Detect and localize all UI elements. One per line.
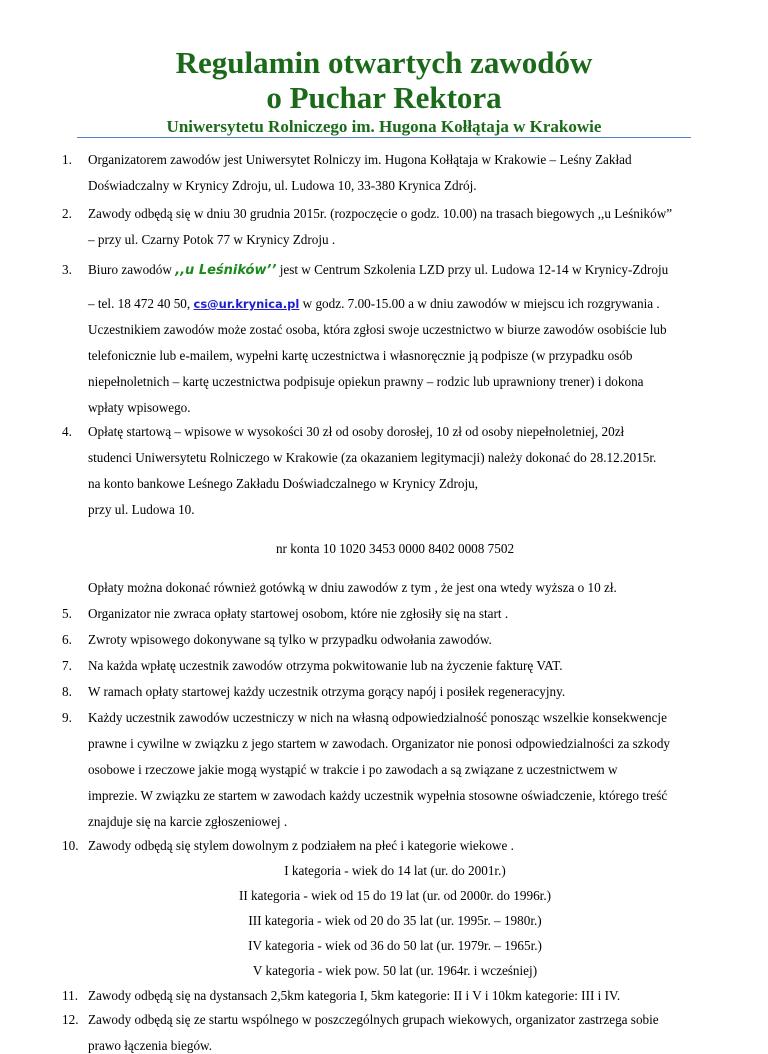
item-text: Opłatę startową – wpisowe w wysokości 30 zł od osoby dorosłej, 10 zł od osoby niepełnoletniej, 20zł bbox=[88, 424, 625, 439]
category-text: II kategoria - wiek od 15 do 19 lat (ur. od 2000r. do 1996r.) bbox=[238, 888, 552, 903]
item-text: osobowe i rzeczowe jakie mogą wystąpić w trakcie i po zawodach a są związane z uczestnictwem w bbox=[88, 762, 618, 777]
item-number: 7. bbox=[62, 658, 72, 673]
header-divider bbox=[77, 137, 691, 138]
item-text: Na każda wpłatę uczestnik zawodów otrzyma pokwitowanie lub na życzenie fakturę VAT. bbox=[88, 658, 563, 673]
item-number: 3. bbox=[62, 262, 72, 277]
item-text: Organizator nie zwraca opłaty startowej osobom, które nie zgłosiły się na start . bbox=[88, 606, 509, 621]
item-text-pre: Biuro zawodów bbox=[88, 262, 176, 277]
page-title-line1: Regulamin otwartych zawodów bbox=[175, 45, 593, 80]
item-text: niepełnoletnich – kartę uczestnictwa podpisuje opiekun prawny – rodzic lub uprawniony trener) i dokona bbox=[88, 374, 644, 389]
item-text: znajduje się na karcie zgłoszeniowej . bbox=[88, 814, 288, 829]
venue-name: ,,u Leśników’’ bbox=[175, 263, 277, 278]
category-text: III kategoria - wiek od 20 do 35 lat (ur. 1995r. – 1980r.) bbox=[248, 913, 542, 928]
page-subtitle: Uniwersytetu Rolniczego im. Hugona Kołłątaja w Krakowie bbox=[166, 117, 602, 136]
item-text: Uczestnikiem zawodów może zostać osoba, która zgłosi swoje uczestnictwo w biurze zawodów osobiście lub bbox=[88, 322, 667, 337]
item-text: W ramach opłaty startowej każdy uczestnik otrzyma gorący napój i posiłek regeneracyjny. bbox=[88, 684, 566, 699]
item-number: 8. bbox=[62, 684, 72, 699]
item-number: 4. bbox=[62, 424, 72, 439]
email-link[interactable]: cs@ur.krynica.pl bbox=[193, 297, 300, 311]
item-text: prawne i cywilne w związku z jego startem w zawodach. Organizator nie ponosi odpowiedzialności za szkody bbox=[88, 736, 671, 751]
item-number: 2. bbox=[62, 206, 72, 221]
hours-text: w godz. 7.00-15.00 a w dniu zawodów w miejscu ich rozgrywania . bbox=[299, 296, 660, 311]
item-text: Zawody odbędą się ze startu wspólnego w poszczególnych grupach wiekowych, organizator zastrzega sobie bbox=[88, 1012, 659, 1027]
item-number: 12. bbox=[62, 1012, 79, 1027]
bank-account: nr konta 10 1020 3453 0000 8402 0008 7502 bbox=[275, 541, 515, 556]
category-text: V kategoria - wiek pow. 50 lat (ur. 1964r. i wcześniej) bbox=[252, 963, 538, 978]
item-text: Zawody odbędą się w dniu 30 grudnia 2015r. (rozpoczęcie o godz. 10.00) na trasach biegowych ,,u Leśników” bbox=[88, 206, 673, 221]
item-text: imprezie. W związku ze startem w zawodach każdy uczestnik wypełnia stosowne oświadczenie, którego treść bbox=[88, 788, 668, 803]
item-text: Każdy uczestnik zawodów uczestniczy w nich na własną odpowiedzialność ponosząc wszelkie konsekwencje bbox=[88, 710, 667, 725]
category-text: I kategoria - wiek do 14 lat (ur. do 2001r.) bbox=[284, 863, 506, 878]
item-text: Organizatorem zawodów jest Uniwersytet Rolniczy im. Hugona Kołłątaja w Krakowie – Leśny Zakład bbox=[88, 152, 632, 167]
item-text: telefonicznie lub e-mailem, wypełni kartę uczestnictwa i własnoręcznie ją podpisze (w przypadku osób bbox=[88, 348, 633, 363]
phone-text: – tel. 18 472 40 50, bbox=[88, 296, 194, 311]
item-text: studenci Uniwersytetu Rolniczego w Krakowie (za okazaniem legitymacji) należy dokonać do 28.12.2015r. bbox=[88, 450, 657, 465]
item-text: wpłaty wpisowego. bbox=[88, 400, 191, 415]
item-text: Zawody odbędą się stylem dowolnym z podziałem na płeć i kategorie wiekowe . bbox=[88, 838, 514, 853]
item-text-post: jest w Centrum Szkolenia LZD przy ul. Ludowa 12-14 w Krynicy-Zdroju bbox=[276, 262, 669, 277]
item-number: 5. bbox=[62, 606, 72, 621]
item-text: Doświadczalny w Krynicy Zdroju, ul. Ludowa 10, 33-380 Krynica Zdrój. bbox=[88, 178, 477, 193]
item-text: Zwroty wpisowego dokonywane są tylko w przypadku odwołania zawodów. bbox=[88, 632, 492, 647]
item-number: 9. bbox=[62, 710, 72, 725]
item-text: Opłaty można dokonać również gotówką w dniu zawodów z tym , że jest ona wtedy wyższa o 10 zł. bbox=[88, 580, 617, 595]
item-text: Zawody odbędą się na dystansach 2,5km kategoria I, 5km kategorie: II i V i 10km kategorie: III i IV. bbox=[88, 988, 621, 1003]
item-text: na konto bankowe Leśnego Zakładu Doświadczalnego w Krynicy Zdroju, bbox=[88, 476, 479, 491]
item-number: 6. bbox=[62, 632, 72, 647]
item-text: prawo łączenia biegów. bbox=[88, 1038, 212, 1053]
page-title-line2: o Puchar Rektora bbox=[266, 80, 502, 115]
item-text: przy ul. Ludowa 10. bbox=[88, 502, 195, 517]
item-text bbox=[88, 296, 660, 312]
item-number: 10. bbox=[62, 838, 79, 853]
item-number: 1. bbox=[62, 152, 72, 167]
item-number: 11. bbox=[62, 988, 78, 1003]
item-text: – przy ul. Czarny Potok 77 w Krynicy Zdroju . bbox=[88, 232, 336, 247]
item-text bbox=[88, 262, 668, 279]
category-text: IV kategoria - wiek od 36 do 50 lat (ur. 1979r. – 1965r.) bbox=[248, 938, 542, 953]
